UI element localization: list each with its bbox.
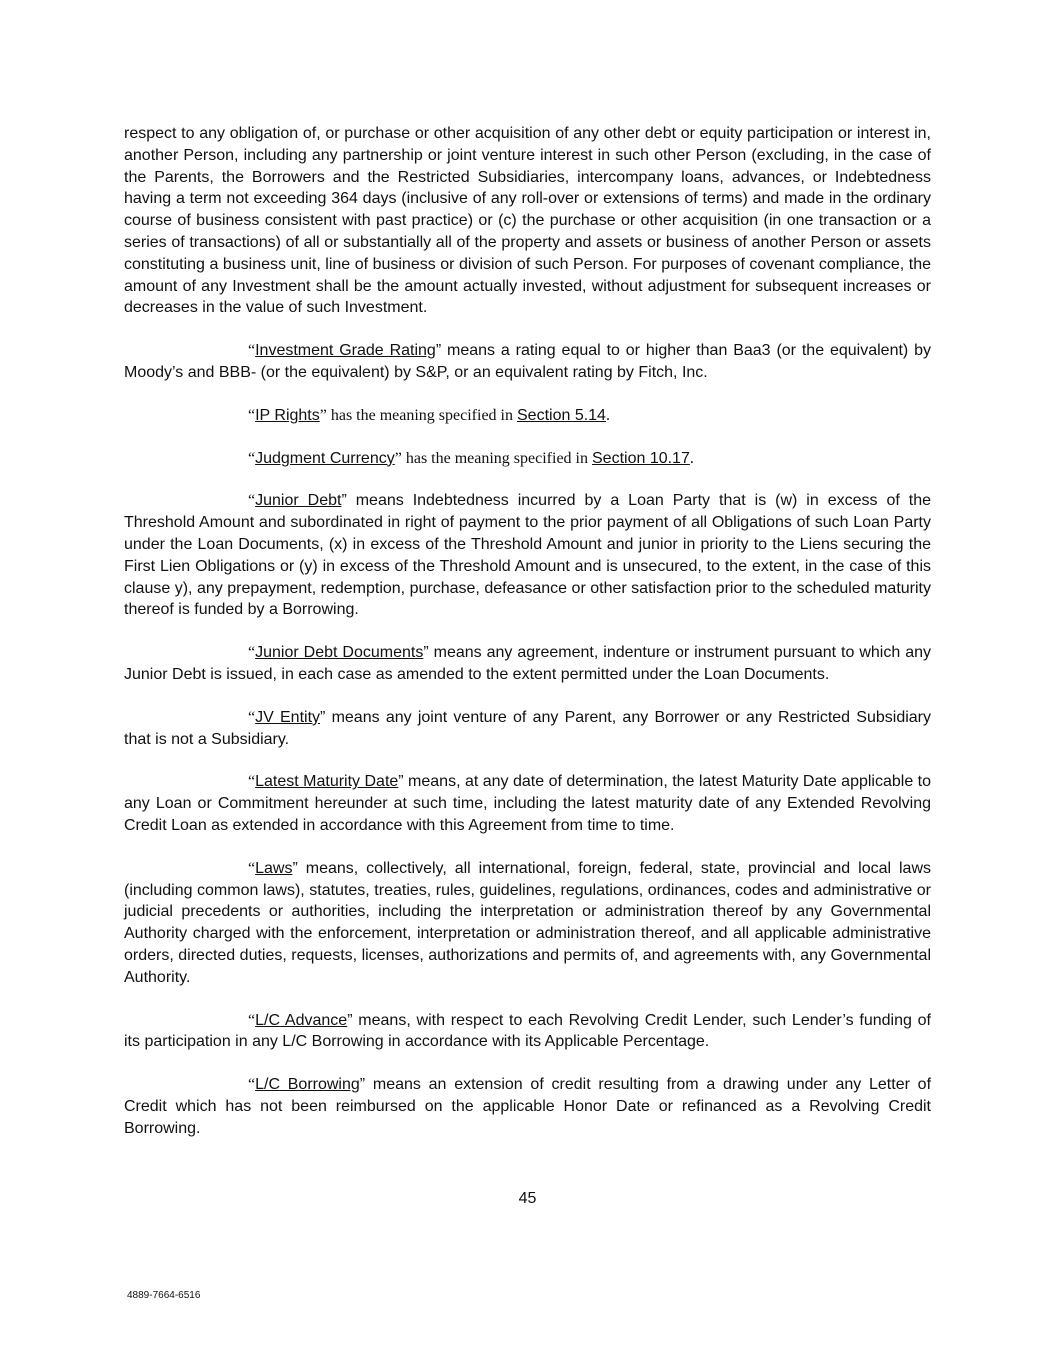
definition-junior-debt-documents [124,642,931,686]
definition-lc-advance [124,1010,931,1054]
definition-latest-maturity-date [124,771,931,836]
defined-term: IP Rights [255,406,320,424]
definition-lc-borrowing [124,1074,931,1139]
definition-ip-rights [124,405,931,427]
document-body [124,123,931,1160]
open-quote: “ [248,342,256,360]
definition-text: ” means Indebtedness incurred by a Loan Party that is (w) in excess of the Threshold Amount and subordinated in right of payment to the prior payment of all Obligations of such Loan Party under the Loan Documents, (x) in excess of the Threshold Amount and junior in priority to the Liens securing the First Lien Obligations or (y) in excess of the Threshold Amount and is unsecured, to the extent, in the case of this clause y), any prepayment, redemption, purchase, defeasance or other satisfaction prior to the scheduled maturity thereof is funded by a Borrowing. [124,492,931,619]
definition-investment-grade-rating [124,340,931,384]
defined-term: Junior Debt Documents [255,644,424,662]
section-reference: Section 10.17 [592,449,690,467]
defined-term: Junior Debt [255,492,342,510]
open-quote: “ [248,1011,256,1029]
open-quote: “ [248,492,256,510]
definition-text: ” means any agreement, indenture or instrument pursuant to which any Junior Debt is issued, in each case as amended to the extent permitted under the Loan Documents. [124,644,932,683]
open-quote: “ [248,859,256,877]
open-quote: “ [248,449,256,467]
open-quote: “ [248,406,256,424]
definition-tail: . [689,449,694,467]
open-quote: “ [248,1076,256,1094]
open-quote: “ [248,773,256,791]
defined-term: L/C Advance [255,1011,348,1029]
document-id: 4889-7664-6516 [127,1290,201,1301]
definition-text: ” means, with respect to each Revolving Credit Lender, such Lender’s funding of its participation in any L/C Borrowing in accordance with its Applicable Percentage. [124,1011,932,1051]
page-number: 45 [518,1190,537,1207]
definition-text: ” means, collectively, all international, foreign, federal, state, provincial and local laws (including common laws), statutes, treaties, rules, guidelines, regulations, ordinances, codes and administrative or judicial precedents or authorities, including the interpretation or administration thereof by any Governmental Authority charged with the enforcement, interpretation or administration thereof, and all applicable administrative orders, directed duties, requests, licenses, authorizations and permits of, and agreements with, any Governmental Authority. [124,859,931,986]
definition-junior-debt [124,490,931,621]
definition-tail: . [605,406,610,424]
open-quote: “ [248,708,256,726]
definition-text: ” means a rating equal to or higher than Baa3 (or the equivalent) by Moody’s and BBB- (or the equivalent) by S&P, or an equivalent rating by Fitch, Inc. [124,342,932,381]
definition-text: ” has the meaning specified in [394,449,592,467]
definition-text: ” has the meaning specified in [319,406,517,424]
paragraph-text: respect to any obligation of, or purchase or other acquisition of any other debt or equity participation or interest in, another Person, including any partnership or joint venture interest in such other Person (excluding, in the case of the Parents, the Borrowers and the Restricted Subsidiaries, intercompany loans, advances, or Indebtedness having a term not exceeding 364 days (inclusive of any roll-over or extensions of terms) and made in the ordinary course of business consistent with past practice) or (c) the purchase or other acquisition (in one transaction or a series of transactions) of all or substantially all of the property and assets or business of another Person or assets constituting a business unit, line of business or division of such Person. For purposes of covenant compliance, the amount of any Investment shall be the amount actually invested, without adjustment for subsequent increases or decreases in the value of such Investment. [124,125,931,317]
definition-jv-entity [124,707,931,751]
defined-term: Judgment Currency [255,449,395,467]
open-quote: “ [248,644,256,662]
definition-text: ” means an extension of credit resulting from a drawing under any Letter of Credit which has not been reimbursed on the applicable Honor Date or refinanced as a Revolving Credit Borrowing. [124,1076,932,1137]
defined-term: Investment Grade Rating [255,342,436,360]
section-reference: Section 5.14 [517,406,606,424]
definition-judgment-currency [124,448,931,470]
defined-term: L/C Borrowing [255,1076,360,1094]
definition-text: ” means, at any date of determination, the latest Maturity Date applicable to any Loan or Commitment hereunder at such time, including the latest maturity date of any Extended Revolving Credit Loan as extended in accordance with this Agreement from time to time. [124,773,932,834]
definition-text: ” means any joint venture of any Parent, any Borrower or any Restricted Subsidiary that is not a Subsidiary. [124,708,931,748]
defined-term: Laws [255,859,293,877]
defined-term: Latest Maturity Date [255,773,399,791]
paragraph-investment-continued [124,123,931,319]
definition-laws [124,858,931,989]
defined-term: JV Entity [255,708,321,726]
